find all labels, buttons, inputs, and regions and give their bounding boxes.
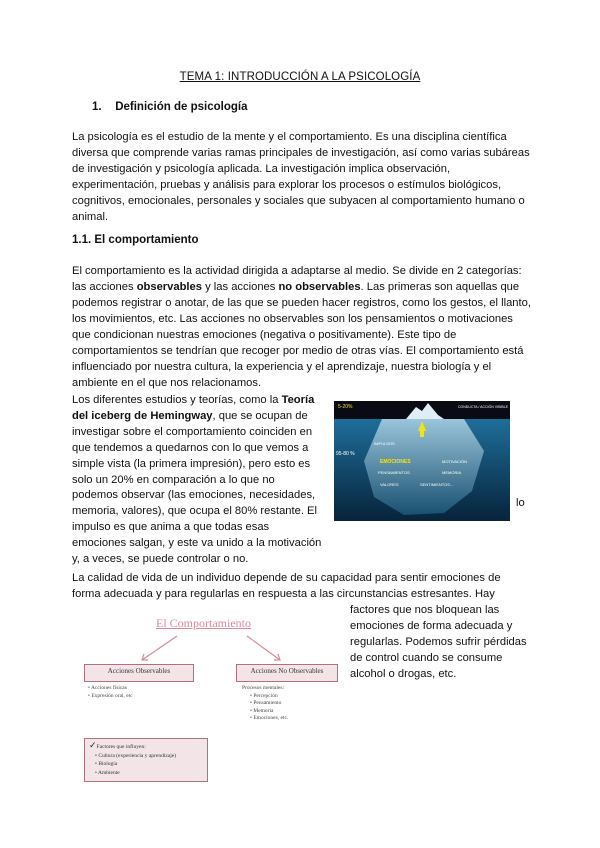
- right-list: [242, 685, 288, 723]
- text-run: El comportamiento es la actividad dirigida a adaptarse al medio. Se divide en 2 categorías: las acciones: [72, 265, 522, 293]
- list-item: • Cultura (experiencia y aprendizaje): [95, 752, 177, 759]
- right-paragraph: factores que nos bloquean las emociones de forma adecuada y regularlas. Podemos sufrir pérdidas de control cuando se consume alcohol o drogas, etc.: [350, 604, 527, 680]
- label-valores: VALORES: [380, 482, 399, 487]
- behavior-paragraph: [72, 263, 532, 391]
- text-run: y las acciones: [201, 281, 279, 293]
- section-title: Definición de psicología: [115, 101, 248, 113]
- list-item: • Acciones físicas: [88, 685, 127, 691]
- arrow-right-icon: [247, 636, 280, 660]
- influence-head: ✓Factores que influyen:: [89, 740, 146, 750]
- text-run: Los diferentes estudios y teorías, como la: [72, 394, 282, 406]
- influence-box: [84, 738, 208, 782]
- quality-paragraph: La calidad de vida de un individuo depende de su capacidad para sentir emociones de forma adecuada y para regularlas en respuesta a las circunstancias estresantes. Hay: [72, 572, 501, 600]
- text-run: . Las primeras son aquellas que podemos registrar o anotar, de las que se pueden hacer registros, como los gestos, el llanto, los movimientos, etc. Las acciones no observables son los pensamientos o motivaciones que condicionan nuestras emociones (negativa o positivamente). Este tipo de comportamientos se tendrían que recoger por medio de otras vías. El comportamiento está influenciado por nuestra cultura, la experiencia y el aprendizaje, nuestra biología y el ambiente en el que nos relacionamos.: [72, 281, 531, 389]
- bold-term-no-observables: no observables: [278, 281, 361, 293]
- side-word: lo: [516, 497, 525, 509]
- page-title: TEMA 1: INTRODUCCIÓN A LA PSICOLOGÍA: [179, 71, 421, 83]
- list-item: • Biología: [95, 761, 118, 767]
- section-number: 1.: [92, 101, 102, 113]
- iceberg-illustration: [334, 401, 510, 521]
- pct-top-label: 5-20%: [338, 404, 353, 410]
- list-head: Procesos mentales:: [242, 685, 285, 691]
- section-heading-1-1: 1.1. El comportamiento: [72, 234, 199, 246]
- list-item: • Pensamiento: [250, 700, 282, 706]
- label-pensamientos: PENSAMIENTOS: [378, 470, 410, 475]
- list-item: • Expresión oral, etc: [88, 692, 133, 699]
- bold-term-iceberg: Teoría del iceberg de Hemingway: [72, 394, 315, 422]
- arrow-left-icon: [142, 636, 177, 660]
- left-list: [88, 685, 133, 700]
- label-emociones: EMOCIONES: [380, 459, 411, 465]
- list-item: • Emociones, etc.: [250, 715, 289, 721]
- check-icon: ✓: [89, 740, 97, 750]
- label-motivacion: MOTIVACIÓN: [442, 459, 468, 464]
- intro-paragraph: La psicología es el estudio de la mente y el comportamiento. Es una disciplina científica diversa que comprende varias ramas principales de investigación, así como varias subáreas de investigación y psicología aplicada. La investigación implica observación, experimentación, pruebas y análisis para explorar los procesos o estímulos biológicos, cognitivos, emocionales, personales y sociales que subyacen al comportamiento humano o animal.: [72, 131, 530, 223]
- iceberg-image: [334, 401, 510, 521]
- list-item: • Percepción: [250, 692, 278, 699]
- left-box: Acciones Observables: [84, 664, 194, 682]
- section-heading-1: [92, 101, 247, 113]
- pct-bottom-label: 95-80 %: [336, 451, 355, 457]
- right-box: Acciones No Observables: [236, 664, 338, 682]
- label-sentimientos: SENTIMIENTOS...: [420, 482, 454, 487]
- iceberg-paragraph: [72, 393, 322, 568]
- bold-term-observables: observables: [136, 281, 202, 293]
- label-impulsos: IMPULSOS: [374, 441, 395, 446]
- behavior-diagram: [82, 612, 342, 792]
- label-memoria: MEMORIA: [442, 470, 462, 475]
- top-right-label: CONDUCTA / ACCIÓN VISIBLE: [458, 405, 508, 409]
- diagram-arrows: [82, 612, 342, 672]
- list-item: • Ambiente: [95, 769, 120, 776]
- diagram-title: El Comportamiento: [156, 616, 251, 630]
- text-run: , que se ocupan de investigar sobre el comportamiento coinciden en que tendemos a quedarnos con lo que vemos a simple vista (la primera impresión), pero esto es solo un 20% en comparación a lo que no podemos observar (las emociones, necesidades, memoria, valores), que ocupa el 80% restante. El impulso es que anima a que todas esas emociones salgan, y este va unido a la motivación y, a veces, se puede controlar o no.: [72, 409, 322, 566]
- list-item: • Memoria: [250, 707, 274, 714]
